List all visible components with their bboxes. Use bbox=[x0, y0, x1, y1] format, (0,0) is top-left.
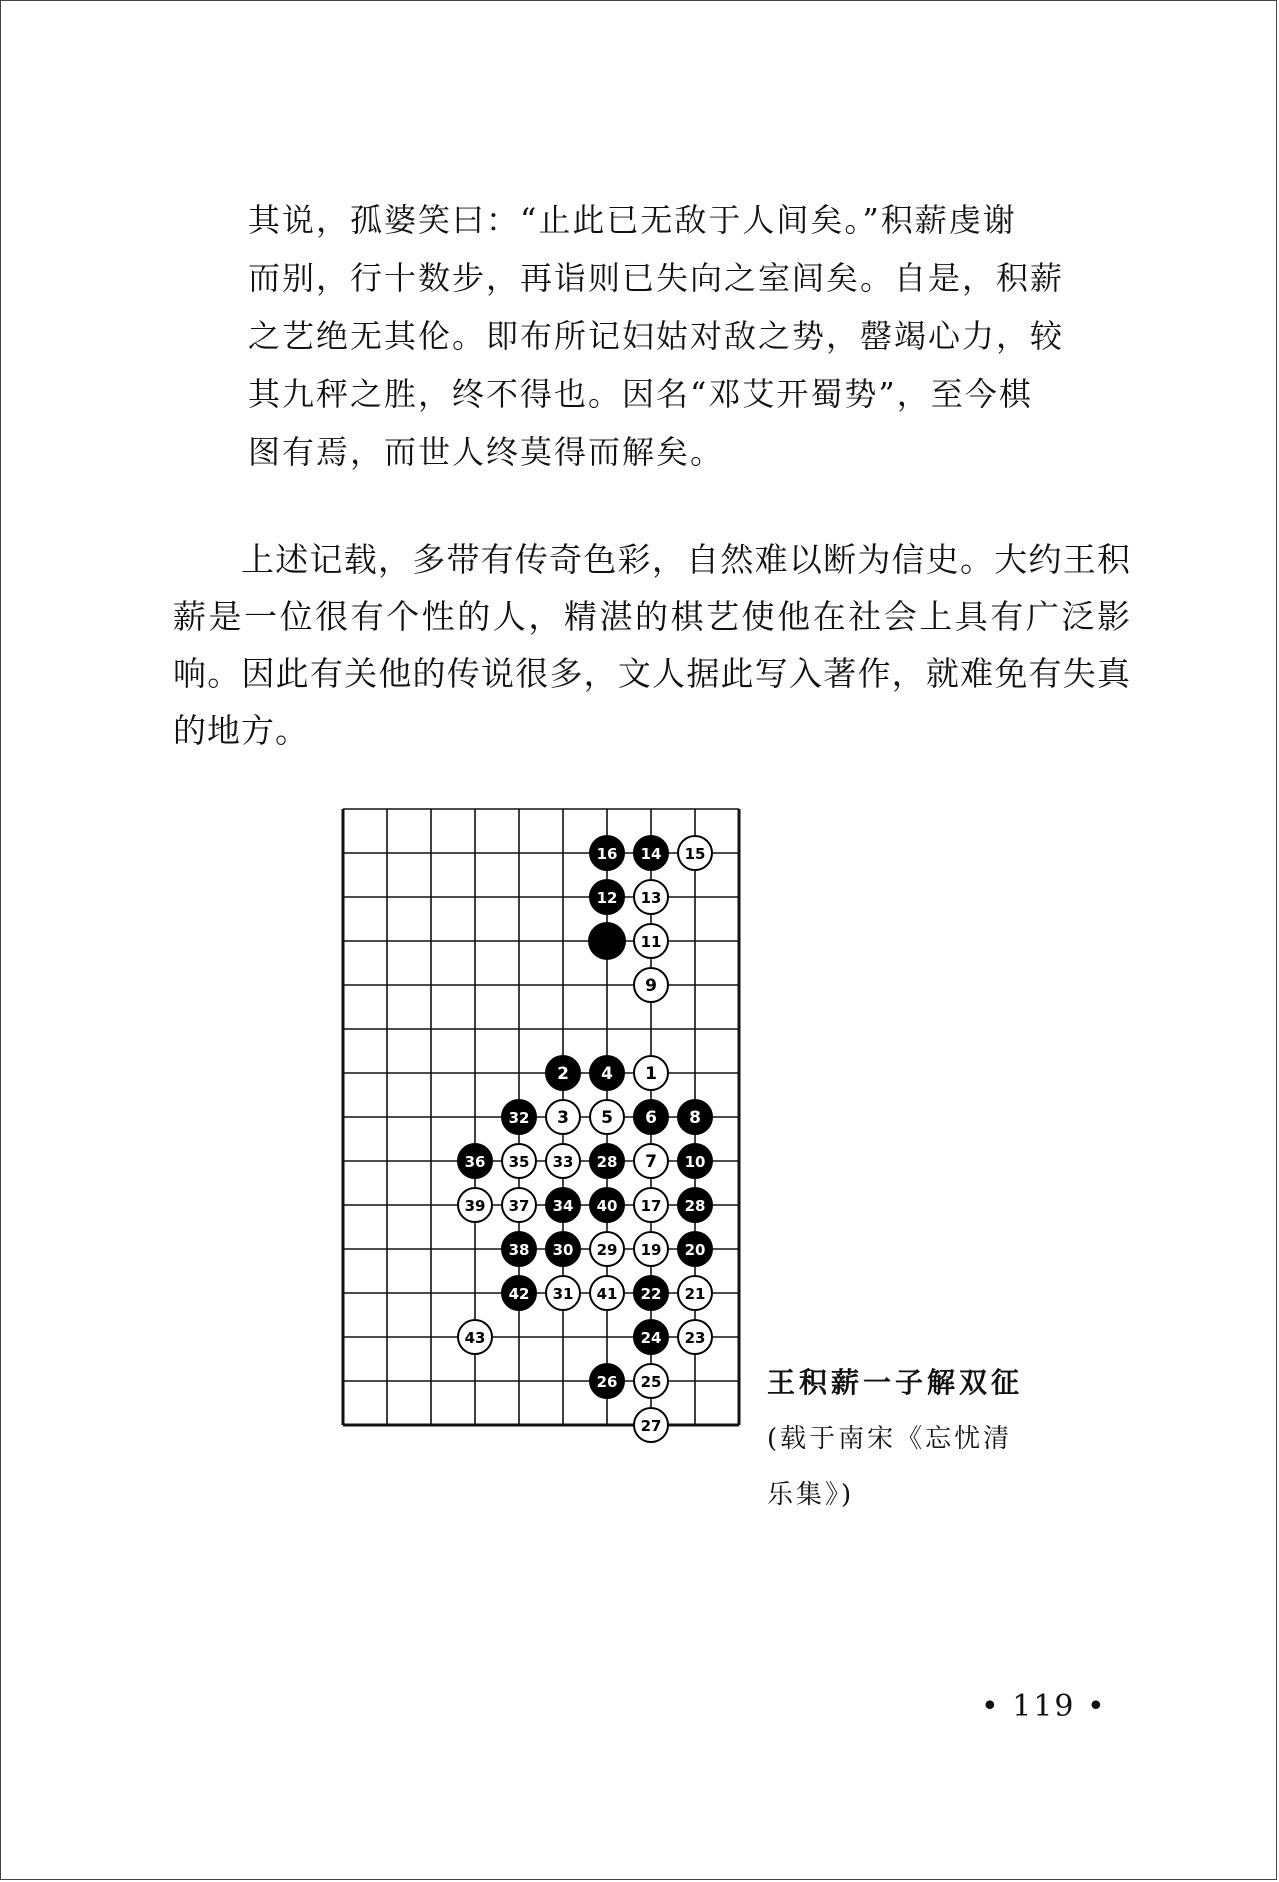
white-stone-move bbox=[634, 1232, 668, 1266]
black-stone-move bbox=[678, 1188, 712, 1222]
move-number: 42 bbox=[508, 1285, 530, 1303]
white-stone-move bbox=[678, 1320, 712, 1354]
black-stone-move bbox=[546, 1188, 580, 1222]
move-number: 32 bbox=[508, 1109, 530, 1127]
move-number: 30 bbox=[552, 1241, 574, 1259]
caption-source-line: (载于南宋《忘忧清 bbox=[767, 1424, 1013, 1454]
body-paragraph: 上述记载，多带有传奇色彩，自然难以断为信史。大约王积薪是一位很有个性的人，精湛的棋艺使他在社会上具有广泛影响。因此有关他的传说很多，文人据此写入著作，就难免有失真的地方。 bbox=[173, 540, 1131, 750]
white-stone-move bbox=[634, 880, 668, 914]
black-stone-move bbox=[678, 1232, 712, 1266]
black-stone-move bbox=[590, 836, 624, 870]
black-stone-move bbox=[502, 1232, 536, 1266]
move-number: 26 bbox=[596, 1373, 618, 1391]
move-number: 12 bbox=[596, 889, 618, 907]
go-board bbox=[335, 797, 745, 1435]
move-number: 4 bbox=[601, 1064, 613, 1084]
black-stone-move bbox=[678, 1144, 712, 1178]
white-stone-move bbox=[634, 1144, 668, 1178]
black-stone-move bbox=[634, 1276, 668, 1310]
white-stone-move bbox=[590, 1100, 624, 1134]
move-number: 11 bbox=[640, 933, 662, 951]
quote-line: 其九秤之胜，终不得也。因名“邓艾开蜀势”，至今棋 bbox=[248, 375, 1033, 413]
black-stone-move bbox=[546, 1232, 580, 1266]
white-stone-move bbox=[546, 1100, 580, 1134]
move-number: 35 bbox=[508, 1153, 530, 1171]
move-number: 7 bbox=[645, 1152, 657, 1172]
white-stone-move bbox=[634, 1056, 668, 1090]
move-number: 15 bbox=[684, 845, 706, 863]
white-stone-move bbox=[458, 1320, 492, 1354]
move-number: 39 bbox=[464, 1197, 486, 1215]
black-stone-move bbox=[634, 1320, 668, 1354]
move-number: 22 bbox=[640, 1285, 662, 1303]
move-number: 29 bbox=[596, 1241, 618, 1259]
move-number: 23 bbox=[684, 1329, 706, 1347]
move-number: 14 bbox=[640, 845, 662, 863]
move-number: 8 bbox=[689, 1108, 701, 1128]
move-number: 9 bbox=[645, 976, 657, 996]
white-stone-move bbox=[634, 1188, 668, 1222]
white-stone-move bbox=[634, 1408, 668, 1442]
move-number: 6 bbox=[645, 1108, 657, 1128]
quote-line: 图有焉，而世人终莫得而解矣。 bbox=[248, 433, 725, 471]
white-stone-move bbox=[678, 1276, 712, 1310]
move-number: 33 bbox=[552, 1153, 574, 1171]
move-number: 19 bbox=[640, 1241, 662, 1259]
go-diagram bbox=[335, 797, 745, 1435]
black-stone bbox=[588, 922, 626, 960]
move-number: 1 bbox=[645, 1064, 657, 1084]
move-number: 27 bbox=[640, 1417, 662, 1435]
white-stone-move bbox=[458, 1188, 492, 1222]
move-number: 40 bbox=[596, 1197, 618, 1215]
white-stone-move bbox=[502, 1144, 536, 1178]
move-number: 28 bbox=[684, 1197, 706, 1215]
black-stone-move bbox=[590, 1188, 624, 1222]
move-number: 17 bbox=[640, 1197, 662, 1215]
black-stone-move bbox=[502, 1100, 536, 1134]
move-number: 5 bbox=[601, 1108, 613, 1128]
move-number: 3 bbox=[557, 1108, 569, 1128]
white-stone-move bbox=[502, 1188, 536, 1222]
move-number: 16 bbox=[596, 845, 618, 863]
black-stone-move bbox=[678, 1100, 712, 1134]
move-number: 38 bbox=[508, 1241, 530, 1259]
white-stone-move bbox=[590, 1276, 624, 1310]
move-number: 21 bbox=[684, 1285, 706, 1303]
caption-source-line: 乐集》) bbox=[767, 1480, 855, 1510]
quoted-passage bbox=[248, 191, 1138, 481]
black-stone-move bbox=[590, 1144, 624, 1178]
white-stone-move bbox=[546, 1144, 580, 1178]
page-number: • 119 • bbox=[981, 1689, 1107, 1724]
move-number: 25 bbox=[640, 1373, 662, 1391]
move-number: 20 bbox=[684, 1241, 706, 1259]
move-number: 31 bbox=[552, 1285, 574, 1303]
white-stone-move bbox=[634, 1364, 668, 1398]
move-number: 2 bbox=[557, 1064, 569, 1084]
quote-line: 之艺绝无其伦。即布所记妇姑对敌之势，罄竭心力，较 bbox=[248, 317, 1065, 355]
white-stone-move bbox=[634, 924, 668, 958]
black-stone-move bbox=[590, 880, 624, 914]
black-stone-move bbox=[590, 1056, 624, 1090]
move-number: 34 bbox=[552, 1197, 574, 1215]
body-text bbox=[173, 531, 1131, 759]
quote-line: 而别，行十数步，再诣则已失向之室闾矣。自是，积薪 bbox=[248, 259, 1065, 297]
quote-line: 其说，孤婆笑曰：“止此已无敌于人间矣。”积薪虔谢 bbox=[248, 201, 1017, 239]
move-number: 37 bbox=[508, 1197, 530, 1215]
move-number: 36 bbox=[464, 1153, 486, 1171]
move-number: 10 bbox=[684, 1153, 706, 1171]
white-stone-move bbox=[678, 836, 712, 870]
black-stone-move bbox=[634, 1100, 668, 1134]
black-stone-move bbox=[590, 1364, 624, 1398]
move-number: 43 bbox=[464, 1329, 486, 1347]
white-stone-move bbox=[546, 1276, 580, 1310]
black-stone-move bbox=[502, 1276, 536, 1310]
caption-title: 王积薪一子解双征 bbox=[767, 1366, 1024, 1399]
move-number: 13 bbox=[640, 889, 662, 907]
move-number: 41 bbox=[596, 1285, 618, 1303]
move-number: 24 bbox=[640, 1329, 662, 1347]
move-number: 28 bbox=[596, 1153, 618, 1171]
diagram-caption bbox=[767, 1363, 1087, 1523]
caption-source bbox=[767, 1411, 1087, 1523]
black-stone-move bbox=[458, 1144, 492, 1178]
black-stone-move bbox=[546, 1056, 580, 1090]
white-stone-move bbox=[634, 968, 668, 1002]
black-stone-move bbox=[634, 836, 668, 870]
white-stone-move bbox=[590, 1232, 624, 1266]
